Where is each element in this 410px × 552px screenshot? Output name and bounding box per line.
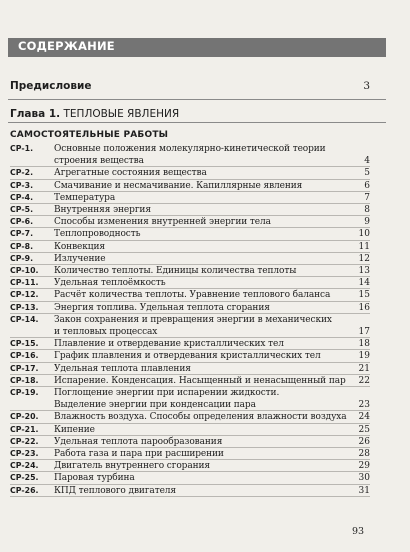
- page-number: 93: [352, 526, 365, 537]
- toc-entry[interactable]: [0, 167, 410, 179]
- toc-entry-title: Конвекция: [54, 241, 105, 252]
- toc-entry[interactable]: [0, 326, 410, 338]
- section-heading: САМОСТОЯТЕЛЬНЫЕ РАБОТЫ: [10, 130, 169, 140]
- toc-entry-title: Закон сохранения и превращения энергии в механических: [54, 314, 332, 325]
- divider: [8, 99, 386, 100]
- toc-entry-code: СР-12.: [10, 290, 39, 300]
- toc-entry-page: 15: [358, 290, 370, 301]
- toc-entry-title: КПД теплового двигателя: [54, 485, 176, 496]
- toc-entry-code: СР-21.: [10, 424, 39, 434]
- toc-entry-page: 10: [358, 229, 370, 240]
- toc-entry-code: СР-11.: [10, 278, 39, 288]
- toc-entry[interactable]: [0, 192, 410, 204]
- toc-entry-title: Расчёт количества теплоты. Уравнение теплового баланса: [54, 290, 331, 301]
- toc-entry[interactable]: [0, 460, 410, 472]
- toc-entry-title: Энергия топлива. Удельная теплота сгорания: [54, 302, 270, 313]
- toc-entry-title: Количество теплоты. Единицы количества теплоты: [54, 266, 297, 276]
- toc-entry-title: Влажность воздуха. Способы определения влажности воздуха: [54, 412, 347, 423]
- toc-entry-title: Испарение. Конденсация. Насыщенный и ненасыщенный пар: [54, 375, 346, 386]
- toc-entry[interactable]: [0, 338, 410, 350]
- toc-entry-page: 6: [364, 180, 370, 191]
- toc-entry[interactable]: [0, 375, 410, 387]
- chapter-number: Глава 1.: [10, 108, 61, 120]
- toc-entry-code: СР-15.: [10, 339, 39, 349]
- toc-entry-page: 25: [358, 424, 370, 435]
- toc-entry[interactable]: [0, 399, 410, 411]
- toc-entry-page: 26: [358, 436, 370, 447]
- toc-entry[interactable]: [0, 253, 410, 265]
- toc-entry-code: СР-1.: [10, 144, 34, 153]
- toc-entry-title: Работа газа и пара при расширении: [54, 449, 224, 459]
- toc-entry-title: Теплопроводность: [54, 229, 141, 240]
- toc-entry-code: СР-8.: [10, 241, 34, 251]
- toc-entry-title: Смачивание и несмачивание. Капиллярные явления: [54, 180, 303, 191]
- toc-entry-page: 4: [364, 156, 370, 167]
- toc-entry-title: Удельная теплоёмкость: [54, 278, 166, 289]
- toc-entry-page: 14: [358, 278, 370, 289]
- toc-entry-page: 8: [364, 205, 370, 215]
- toc-entry-title: Удельная теплота плавления: [54, 363, 191, 374]
- toc-entry-code: СР-7.: [10, 229, 34, 239]
- toc-entry-code: СР-25.: [10, 473, 39, 483]
- toc-entry-code: СР-23.: [10, 449, 39, 458]
- toc-entry-title: Двигатель внутреннего сгорания: [54, 461, 210, 472]
- toc-entry-page: 22: [358, 375, 370, 386]
- chapter-heading[interactable]: [10, 108, 179, 120]
- toc-entry[interactable]: [0, 448, 410, 460]
- toc-entry[interactable]: [0, 289, 410, 301]
- toc-entry-page: 9: [364, 217, 370, 228]
- toc-entry-title: Внутренняя энергия: [54, 205, 151, 215]
- contents-title: СОДЕРЖАНИЕ: [18, 39, 115, 53]
- toc-entry-code: СР-6.: [10, 217, 34, 227]
- toc-entry[interactable]: [0, 424, 410, 436]
- toc-entry-code: СР-22.: [10, 436, 39, 446]
- toc-entry-title: Кипение: [54, 424, 95, 435]
- toc-entry-title: Удельная теплота парообразования: [54, 436, 223, 447]
- toc-entry[interactable]: [0, 155, 410, 167]
- toc-entry[interactable]: [0, 387, 410, 399]
- toc-entry-code: СР-13.: [10, 302, 39, 312]
- toc-entry[interactable]: [0, 180, 410, 192]
- toc-entry-title: строения вещества: [54, 156, 144, 167]
- toc-entry-page: 28: [358, 449, 370, 459]
- toc-entry-page: 16: [358, 302, 370, 313]
- toc-entry-code: СР-10.: [10, 266, 39, 275]
- toc-entry-page: 29: [358, 461, 370, 472]
- toc-entry-page: 5: [364, 168, 370, 179]
- toc-entry[interactable]: [0, 265, 410, 277]
- toc-entry[interactable]: [0, 228, 410, 240]
- toc-entry-code: СР-19.: [10, 388, 39, 397]
- toc-entry[interactable]: [0, 485, 410, 497]
- toc-entry-title: Выделение энергии при конденсации пара: [54, 400, 256, 411]
- toc-entry-code: СР-16.: [10, 351, 39, 361]
- contents-header-bar: [8, 38, 386, 57]
- toc-entry-title: Способы изменения внутренней энергии тела: [54, 217, 271, 228]
- toc-entry-title: и тепловых процессах: [54, 327, 158, 337]
- toc-entry-code: СР-24.: [10, 461, 39, 471]
- toc-entry[interactable]: [0, 436, 410, 448]
- divider: [8, 122, 386, 123]
- preface-label: Предисловие: [10, 80, 92, 92]
- toc-entry-title: Температура: [54, 192, 116, 203]
- toc-entry-page: 23: [358, 400, 370, 411]
- toc-entry-page: 11: [358, 241, 370, 252]
- toc-entry-code: СР-5.: [10, 205, 34, 214]
- toc-entry-page: 24: [358, 412, 370, 423]
- toc-entry-code: СР-14.: [10, 314, 39, 324]
- toc-entry-title: График плавления и отвердевания кристаллических тел: [54, 351, 321, 362]
- toc-entry-page: 13: [358, 266, 370, 276]
- toc-entry-code: СР-3.: [10, 180, 34, 190]
- toc-entry-page: 12: [358, 253, 370, 264]
- toc-entry-title: Поглощение энергии при испарении жидкости.: [54, 388, 280, 398]
- toc-entry-code: СР-20.: [10, 412, 39, 422]
- toc-entry-page: 7: [364, 192, 370, 203]
- toc-entry-title: Плавление и отвердевание кристаллических тел: [54, 339, 284, 350]
- toc-entry[interactable]: [0, 302, 410, 314]
- toc-entry[interactable]: [0, 363, 410, 375]
- toc-entry-title: Агрегатные состояния вещества: [54, 168, 207, 179]
- toc-entry-code: СР-17.: [10, 363, 39, 373]
- toc-entry-code: СР-18.: [10, 375, 39, 385]
- chapter-title: ТЕПЛОВЫЕ ЯВЛЕНИЯ: [63, 108, 180, 120]
- toc-entry[interactable]: [0, 277, 410, 289]
- toc-entry[interactable]: [0, 216, 410, 228]
- toc-separator: [10, 496, 370, 497]
- toc-entry-title: Паровая турбина: [54, 473, 135, 484]
- toc-entry-title: Излучение: [54, 253, 106, 264]
- toc-entry[interactable]: [0, 143, 410, 155]
- toc-entry-page: 18: [358, 339, 370, 350]
- toc-entry-page: 21: [358, 363, 370, 374]
- toc-entry-code: СР-2.: [10, 168, 34, 178]
- toc-entry-page: 19: [358, 351, 370, 362]
- toc-entry-code: СР-4.: [10, 192, 34, 202]
- toc-entry[interactable]: [0, 411, 410, 423]
- toc-entry[interactable]: [0, 472, 410, 484]
- toc-entry[interactable]: [0, 204, 410, 216]
- toc-entry-title: Основные положения молекулярно-кинетической теории: [54, 144, 326, 154]
- toc-entry[interactable]: [0, 241, 410, 253]
- toc-entry-page: 30: [358, 473, 370, 484]
- toc-entry[interactable]: [0, 314, 410, 326]
- toc-entry[interactable]: [0, 350, 410, 362]
- preface-page-number: 3: [363, 80, 370, 92]
- toc-entry-code: СР-26.: [10, 485, 39, 495]
- toc-entry-code: СР-9.: [10, 253, 34, 263]
- toc-entry-page: 31: [358, 485, 370, 496]
- preface-entry[interactable]: [10, 80, 370, 94]
- toc-entry-page: 17: [358, 327, 370, 337]
